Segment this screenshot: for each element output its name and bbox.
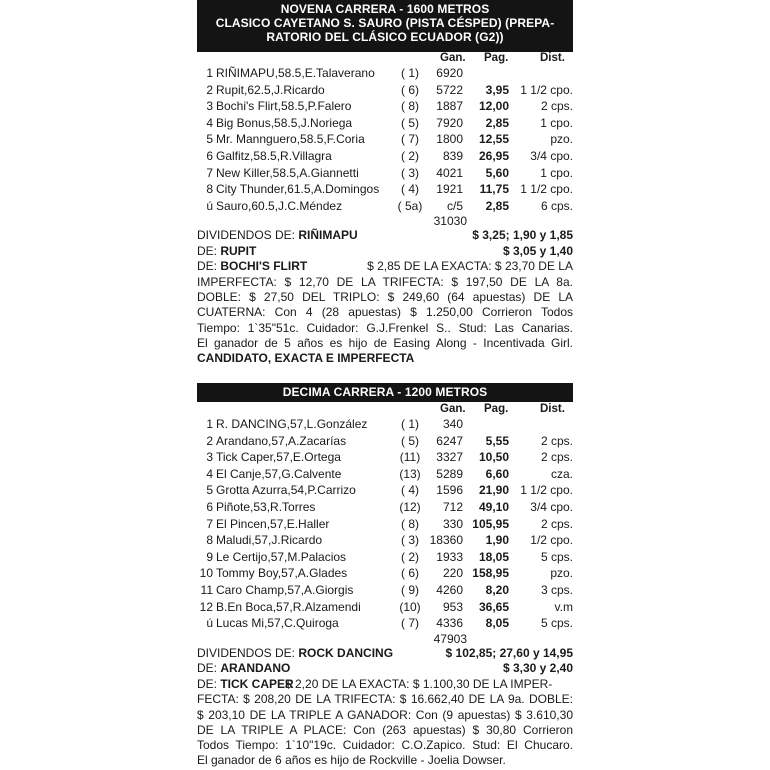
horse-jockey: Big Bonus,58.5,J.Noriega	[216, 115, 353, 130]
finish-position: 6	[206, 148, 213, 163]
result-row	[197, 65, 573, 82]
post-number: ( 4)	[401, 483, 419, 498]
distance-margin: pzo.	[550, 132, 573, 147]
race10-paragraph-line: El ganador de 6 años es hijo de Rockville - Joelia Dowser.	[197, 753, 506, 768]
col-dist-header: Dist.	[540, 52, 565, 64]
dividend-values: $ 3,30 y 2,40	[502, 661, 573, 676]
finish-position: 2	[206, 433, 213, 448]
gan-value: 4260	[436, 582, 463, 597]
payout-value: 2,85	[485, 115, 509, 130]
result-row	[197, 482, 573, 499]
post-number: ( 9)	[401, 582, 419, 597]
result-row	[197, 582, 573, 599]
horse-jockey: Grotta Azurra,54,P.Carrizo	[216, 483, 356, 498]
result-row	[197, 466, 573, 483]
payout-value: 36,65	[478, 599, 509, 614]
distance-margin: 5 cps.	[540, 549, 573, 564]
post-number: ( 3)	[401, 533, 419, 548]
payout-value: 21,90	[478, 483, 509, 498]
race10-paragraph-line: DE LA TRIPLE A PLACE: Con (263 apuestas) $ 30,80 Corrieron	[197, 722, 573, 737]
post-number: ( 2)	[401, 148, 419, 163]
payout-value: 18,05	[478, 549, 509, 564]
gan-value: 220	[442, 566, 463, 581]
post-number: (11)	[399, 450, 421, 465]
post-number: (13)	[399, 466, 421, 481]
gan-value: 3327	[436, 450, 463, 465]
gan-value: 4021	[436, 165, 463, 180]
payout-value: 105,95	[472, 516, 509, 531]
result-row	[197, 148, 573, 165]
distance-margin: 1 1/2 cpo.	[520, 483, 573, 498]
race9-paragraph-line: DOBLE: $ 27,50 DEL TRIPLO: $ 249,60 (64 apuestas) DE LA	[197, 290, 573, 305]
gan-value: 18360	[429, 533, 463, 548]
result-row	[197, 449, 573, 466]
horse-jockey: Rupit,62.5,J.Ricardo	[216, 82, 325, 97]
distance-margin: 1 cpo.	[540, 165, 573, 180]
dividend-horse: ROCK DANCING	[298, 645, 394, 660]
horse-jockey: Galfitz,58.5,R.Villagra	[216, 148, 332, 163]
horse-jockey: Mr. Mannguero,58.5,F.Coria	[216, 132, 365, 147]
post-number: ( 6)	[401, 82, 419, 97]
gan-value: 7920	[436, 115, 463, 130]
result-row	[197, 82, 573, 99]
race9-paragraph-line: CUATERNA: Con 4 (28 apuestas) $ 1.250,00 Corrieron Todos	[197, 305, 573, 320]
distance-margin: 6 cps.	[540, 198, 573, 213]
result-row	[197, 416, 573, 433]
col-gan-header: Gan.	[440, 403, 466, 415]
distance-margin: 3/4 cpo.	[530, 148, 573, 163]
horse-jockey: RIÑIMAPU,58.5,E.Talaverano	[216, 66, 375, 80]
finish-position: 9	[206, 549, 213, 564]
distance-margin: 1 1/2 cpo.	[520, 82, 573, 97]
result-row	[197, 599, 573, 616]
distance-margin: 1/2 cpo.	[530, 533, 573, 548]
payout-value: 5,55	[485, 433, 509, 448]
horse-jockey: Piñote,53,R.Torres	[216, 499, 316, 514]
payout-value: 11,75	[479, 182, 509, 197]
post-number: ( 4)	[401, 182, 419, 197]
result-row	[197, 198, 573, 215]
finish-position: 3	[206, 450, 213, 465]
results-column	[197, 0, 573, 768]
gan-value: 5722	[436, 82, 463, 97]
dividend-label: DIVIDENDOS DE:	[197, 228, 299, 243]
finish-position: 8	[206, 533, 213, 548]
distance-margin: 2 cps.	[540, 450, 573, 465]
dividend-label: DE:	[197, 243, 221, 258]
post-number: ( 1)	[401, 417, 419, 431]
post-number: ( 1)	[401, 66, 419, 80]
payout-value: 1,90	[485, 533, 509, 548]
race9-paragraph-line: Tiempo: 1`35"51c. Cuidador: G.J.Frenkel S.. Stud: Las Canarias.	[197, 320, 573, 335]
gan-value: 1921	[436, 182, 463, 197]
dividend-horse: RUPIT	[220, 243, 257, 258]
distance-margin: pzo.	[550, 566, 573, 581]
race9-column-headers	[197, 52, 573, 65]
finish-position: 12	[199, 599, 213, 614]
finish-position: 2	[206, 82, 213, 97]
horse-jockey: Maludi,57,J.Ricardo	[216, 533, 323, 548]
race10-dividend-line	[197, 661, 573, 677]
distance-margin: cza.	[550, 466, 573, 481]
post-number: ( 8)	[401, 99, 419, 114]
result-row	[197, 549, 573, 566]
finish-position: 1	[206, 417, 213, 431]
horse-jockey: Tick Caper,57,E.Ortega	[216, 450, 341, 465]
distance-margin: 3/4 cpo.	[530, 499, 573, 514]
dividend-values: $ 2,85 DE LA EXACTA: $ 23,70 DE LA	[367, 259, 573, 274]
result-row	[197, 516, 573, 533]
finish-position: 3	[206, 99, 213, 114]
horse-jockey: Bochi's Flirt,58.5,P.Falero	[216, 99, 352, 114]
finish-position: 4	[206, 115, 213, 130]
race9-title-line: NOVENA CARRERA - 1600 METROS	[280, 2, 490, 16]
finish-position: 7	[206, 165, 213, 180]
horse-jockey: El Canje,57,G.Calvente	[216, 466, 342, 481]
horse-jockey: Sauro,60.5,J.C.Méndez	[216, 198, 343, 213]
result-row	[197, 181, 573, 198]
horse-jockey: B.En Boca,57,R.Alzamendi	[216, 599, 361, 614]
finish-position: 7	[206, 516, 213, 531]
post-number: ( 5)	[401, 433, 419, 448]
dividend-values: $ 3,25; 1,90 y 1,85	[472, 228, 573, 243]
gan-value: 839	[442, 148, 463, 163]
finish-position: 6	[206, 499, 213, 514]
distance-margin: v.m	[554, 599, 573, 614]
col-dist-header: Dist.	[540, 403, 565, 415]
race10-dividend-line	[197, 646, 573, 662]
race10-total: 47903	[433, 631, 467, 646]
finish-position: ú	[206, 198, 213, 213]
distance-margin: 2 cps.	[540, 516, 573, 531]
result-row	[197, 615, 573, 632]
post-number: ( 5a)	[397, 198, 423, 213]
race10-paragraph-line: Todos Tiempo: 1`10"19c. Cuidador: C.O.Zapico. Stud: El Chucaro.	[197, 738, 573, 753]
race10-header: DECIMA CARRERA - 1200 METROS	[197, 383, 573, 402]
result-row	[197, 165, 573, 182]
result-row	[197, 433, 573, 450]
distance-margin: 1 1/2 cpo.	[520, 182, 573, 197]
race9-dividend-line	[197, 228, 573, 244]
finish-position: 5	[206, 132, 213, 147]
race9-header	[197, 0, 573, 52]
gan-value: 340	[442, 417, 463, 431]
race9-paragraph-line: El ganador de 5 años es hijo de Easing Along - Incentivada Girl.	[197, 336, 573, 351]
payout-value: 8,05	[485, 616, 509, 631]
distance-margin: 2 cps.	[540, 433, 573, 448]
race10-dividend-line	[197, 677, 573, 693]
horse-jockey: Lucas Mi,57,C.Quiroga	[216, 616, 339, 631]
race9-results-table	[197, 65, 573, 214]
race10-dividends	[197, 646, 573, 769]
dividend-horse: ARANDANO	[220, 661, 291, 676]
dividend-values: $ 102,85; 27,60 y 14,95	[445, 645, 573, 660]
race9-dividends	[197, 228, 573, 366]
payout-value: 5,60	[485, 165, 509, 180]
post-number: ( 5)	[401, 115, 419, 130]
distance-margin: 3 cps.	[540, 582, 573, 597]
col-pag-header: Pag.	[484, 403, 509, 415]
dividend-horse: BOCHI'S FLIRT	[220, 259, 308, 274]
gan-value: 712	[442, 499, 463, 514]
payout-value: 12,00	[478, 99, 509, 114]
payout-value: 49,10	[478, 499, 509, 514]
horse-jockey: Le Certijo,57,M.Palacios	[216, 549, 347, 564]
payout-value: 3,95	[485, 82, 509, 97]
horse-jockey: Tommy Boy,57,A.Glades	[216, 566, 348, 581]
distance-margin: 1 cpo.	[540, 115, 573, 130]
payout-value: 2,85	[485, 198, 509, 213]
finish-position: 4	[206, 466, 213, 481]
finish-position: ú	[206, 616, 213, 631]
race9-title-line: CLASICO CAYETANO S. SAURO (PISTA CÉSPED) (PREPA-	[215, 16, 555, 30]
finish-position: 8	[206, 182, 213, 197]
horse-jockey: Caro Champ,57,A.Giorgis	[216, 582, 354, 597]
finish-position: 1	[206, 66, 213, 80]
gan-value: c/5	[446, 198, 463, 213]
dividend-label: DE:	[197, 661, 221, 676]
post-number: ( 7)	[401, 616, 419, 631]
gan-value: 1933	[436, 549, 463, 564]
payout-value: 12,55	[478, 132, 509, 147]
col-gan-header: Gan.	[440, 52, 466, 64]
result-row	[197, 565, 573, 582]
race9-dividend-line	[197, 259, 573, 275]
gan-value: 6247	[436, 433, 463, 448]
race10-paragraph-line: $ 203,10 DE LA TRIPLE A GANADOR: Con (9 apuestas) $ 3.610,30	[197, 707, 573, 722]
result-row	[197, 98, 573, 115]
gan-value: 1596	[436, 483, 463, 498]
race9-footer: CANDIDATO, EXACTA E IMPERFECTA	[197, 351, 415, 366]
distance-margin: 2 cps.	[540, 99, 573, 114]
post-number: (12)	[399, 499, 421, 514]
result-row	[197, 115, 573, 132]
post-number: ( 6)	[401, 566, 419, 581]
gan-value: 6920	[436, 66, 463, 80]
race9-total-row	[197, 214, 573, 228]
gan-value: 1800	[436, 132, 463, 147]
horse-jockey: El Pincen,57,E.Haller	[216, 516, 330, 531]
dividend-label: DIVIDENDOS DE:	[197, 645, 299, 660]
result-row	[197, 499, 573, 516]
post-number: ( 8)	[401, 516, 419, 531]
gan-value: 953	[442, 599, 463, 614]
payout-value: 26,95	[478, 148, 509, 163]
dividend-horse: TICK CAPER	[220, 676, 294, 691]
race9-dividend-line	[197, 244, 573, 260]
payout-value: 10,50	[478, 450, 509, 465]
result-row	[197, 131, 573, 148]
gan-value: 5289	[436, 466, 463, 481]
payout-value: 6,60	[485, 466, 509, 481]
dividend-label: DE:	[197, 676, 221, 691]
post-number: ( 3)	[401, 165, 419, 180]
race10-paragraph-line: FECTA: $ 208,20 DE LA TRIFECTA: $ 16.662,40 DE LA 9a. DOBLE:	[197, 692, 573, 707]
post-number: ( 2)	[401, 549, 419, 564]
horse-jockey: City Thunder,61.5,A.Domingos	[216, 182, 380, 197]
race10-results-table	[197, 416, 573, 632]
finish-position: 11	[200, 582, 213, 597]
horse-jockey: R. DANCING,57,L.González	[216, 417, 368, 431]
race9-paragraph-line: IMPERFECTA: $ 12,70 DE LA TRIFECTA: $ 197,50 DE LA 8a.	[197, 274, 573, 289]
race10-column-headers	[197, 403, 573, 416]
post-number: (10)	[399, 599, 421, 614]
post-number: ( 7)	[401, 132, 419, 147]
race10-total-row	[197, 632, 573, 646]
gan-value: 1887	[436, 99, 463, 114]
dividend-values: $ 3,05 y 1,40	[502, 243, 573, 258]
col-pag-header: Pag.	[484, 52, 509, 64]
payout-value: 8,20	[485, 582, 509, 597]
finish-position: 5	[206, 483, 213, 498]
horse-jockey: Arandano,57,A.Zacarías	[216, 433, 347, 448]
distance-margin: 5 cps.	[540, 616, 573, 631]
payout-value: 158,95	[472, 566, 509, 581]
gan-value: 330	[442, 516, 463, 531]
race9-title-line: RATORIO DEL CLÁSICO ECUADOR (G2))	[266, 30, 504, 44]
dividend-horse: RIÑIMAPU	[298, 228, 358, 243]
result-row	[197, 532, 573, 549]
finish-position: 10	[199, 566, 213, 581]
race9-total: 31030	[433, 214, 467, 229]
gan-value: 4336	[436, 616, 463, 631]
race10-block	[197, 403, 573, 769]
horse-jockey: New Killer,58.5,A.Giannetti	[216, 165, 359, 180]
dividend-values: $ 2,20 DE LA EXACTA: $ 1.100,30 DE LA IMPER-	[285, 676, 553, 691]
dividend-label: DE:	[197, 259, 221, 274]
